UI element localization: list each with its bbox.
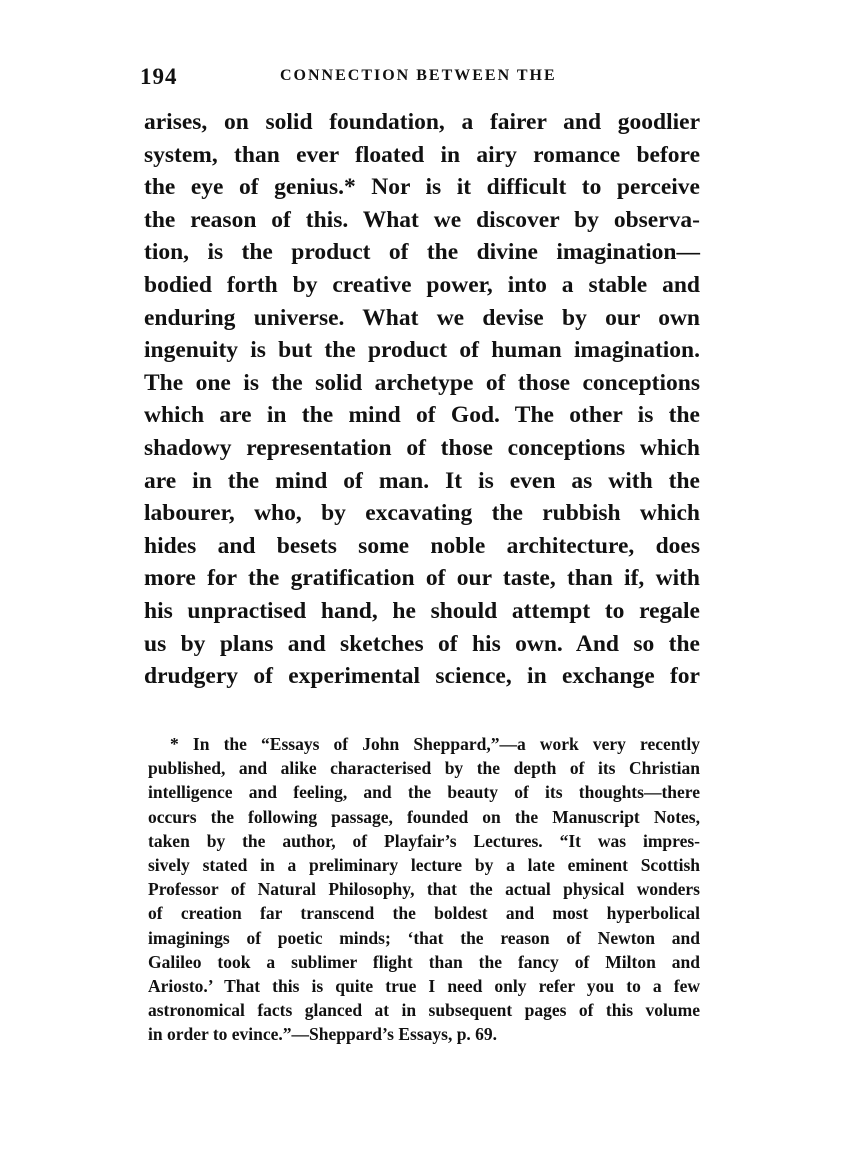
- text-line: the eye of genius.* Nor is it difficult to perceive: [144, 174, 700, 201]
- text-line: shadowy representation of those conceptions which: [144, 434, 700, 461]
- footnote-line: Professor of Natural Philosophy, that the actual physical wonders: [148, 879, 700, 900]
- footnote-line: published, and alike characterised by the depth of its Christian: [148, 758, 700, 779]
- text-line: are in the mind of man. It is even as with the: [144, 467, 700, 494]
- main-text: [144, 106, 700, 693]
- page-number: 194: [140, 64, 178, 89]
- footnote-line: taken by the author, of Playfair’s Lectures. “It was impres-: [148, 830, 700, 851]
- footnote: [148, 732, 700, 1046]
- footnote-line: Galileo took a sublimer flight than the fancy of Milton and: [148, 951, 700, 972]
- text-line: system, than ever floated in airy romance before: [144, 141, 700, 168]
- page-header: [140, 64, 700, 88]
- text-line: more for the gratification of our taste, than if, with: [144, 565, 700, 592]
- text-line: us by plans and sketches of his own. And so the: [144, 630, 700, 657]
- footnote-line: intelligence and feeling, and the beauty of its thoughts—there: [148, 782, 700, 803]
- footnote-line: Ariosto.’ That this is quite true I need only refer you to a few: [148, 975, 700, 996]
- footnote-line: astronomical facts glanced at in subsequent pages of this volume: [148, 1000, 700, 1021]
- text-line: enduring universe. What we devise by our own: [144, 304, 700, 331]
- text-line: The one is the solid archetype of those conceptions: [144, 369, 700, 396]
- footnote-line: imaginings of poetic minds; ‘that the reason of Newton and: [148, 927, 700, 948]
- text-line: labourer, who, by excavating the rubbish which: [144, 500, 700, 527]
- text-line: bodied forth by creative power, into a stable and: [144, 271, 700, 298]
- text-line: ingenuity is but the product of human imagination.: [144, 337, 700, 364]
- text-line: tion, is the product of the divine imagination—: [144, 239, 700, 266]
- running-head: CONNECTION BETWEEN THE: [280, 67, 557, 84]
- text-line: his unpractised hand, he should attempt to regale: [144, 597, 700, 624]
- footnote-line: in order to evince.”—Sheppard’s Essays, p. 69.: [148, 1024, 498, 1045]
- text-line: which are in the mind of God. The other is the: [144, 402, 700, 429]
- text-line: the reason of this. What we discover by observa-: [144, 206, 700, 233]
- text-line: arises, on solid foundation, a fairer and goodlier: [144, 109, 700, 135]
- text-line: hides and besets some noble architecture, does: [144, 532, 700, 559]
- footnote-line: occurs the following passage, founded on the Manuscript Notes,: [148, 806, 700, 827]
- footnote-line: * In the “Essays of John Sheppard,”—a work very recently: [170, 734, 700, 754]
- footnote-line: of creation far transcend the boldest and most hyperbolical: [148, 903, 700, 924]
- text-line: drudgery of experimental science, in exchange for: [144, 663, 700, 690]
- footnote-line: sively stated in a preliminary lecture by a late eminent Scottish: [148, 854, 700, 875]
